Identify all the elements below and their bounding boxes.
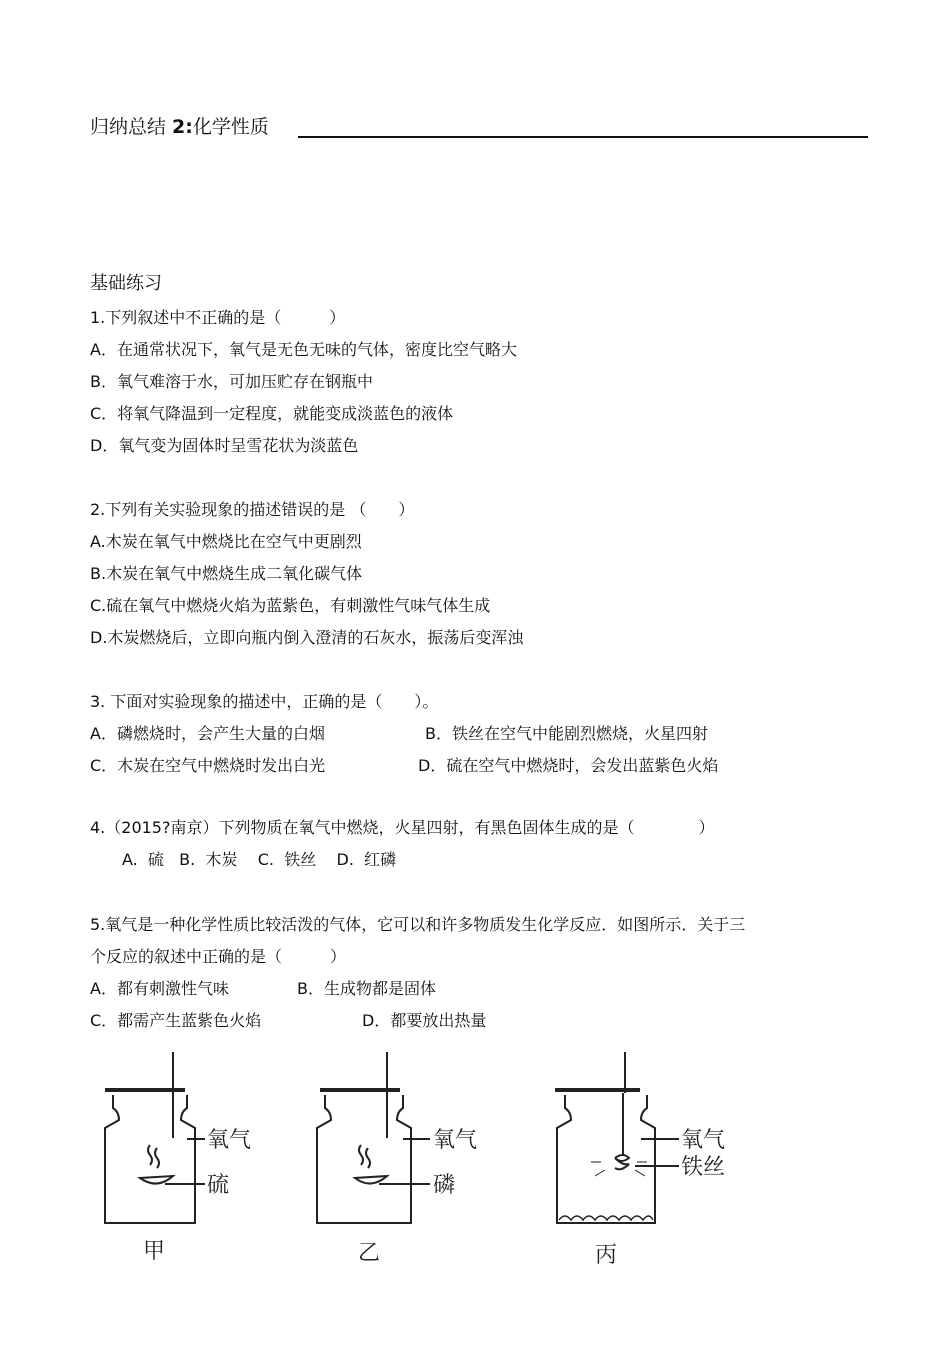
q1-option-a: A．在通常状况下，氧气是无色无味的气体，密度比空气略大	[90, 340, 517, 359]
jar2-caption: 乙	[358, 1241, 381, 1266]
jar-sulfur	[105, 1052, 205, 1223]
jar1-caption: 甲	[143, 1239, 166, 1264]
jar1-substance-label: 硫	[207, 1173, 230, 1198]
q1-option-c: C．将氧气降温到一定程度，就能变成淡蓝色的液体	[90, 404, 454, 423]
title-number: 2:	[172, 116, 193, 138]
title-prefix: 归纳总结	[90, 116, 173, 138]
jar3-substance-label: 铁丝	[681, 1155, 726, 1180]
q2-option-a: A.木炭在氧气中燃烧比在空气中更剧烈	[90, 532, 362, 551]
jar2-substance-label: 磷	[433, 1173, 456, 1198]
jar3-gas-label: 氧气	[681, 1128, 726, 1153]
q4-options: A. 硫 B. 木炭 C. 铁丝 D. 红磷	[122, 850, 397, 869]
q2-option-c: C.硫在氧气中燃烧火焰为蓝紫色，有刺激性气味气体生成	[90, 596, 491, 615]
q3-option-c: C．木炭在空气中燃烧时发出白光	[90, 756, 326, 775]
summary-title	[90, 114, 269, 140]
jar1-gas-label: 氧气	[207, 1128, 252, 1153]
answer-blank-line[interactable]	[298, 136, 868, 138]
q5-stem-line2: 个反应的叙述中正确的是（ ）	[90, 947, 347, 966]
q5-option-d: D．都要放出热量	[362, 1011, 487, 1030]
q3-stem: 3. 下面对实验现象的描述中，正确的是（ ）。	[90, 692, 439, 711]
section-title: 基础练习	[90, 273, 162, 294]
q5-stem-line1: 5.氧气是一种化学性质比较活泼的气体，它可以和许多物质发生化学反应．如图所示．关于三	[90, 915, 746, 934]
q5-option-a: A．都有刺激性气味	[90, 979, 229, 998]
jar-iron	[555, 1052, 679, 1223]
q3-option-a: A．磷燃烧时，会产生大量的白烟	[90, 724, 325, 743]
q5-option-c: C．都需产生蓝紫色火焰	[90, 1011, 262, 1030]
oxygen-reaction-figure	[95, 1048, 775, 1278]
q1-stem: 1.下列叙述中不正确的是（ ）	[90, 308, 346, 327]
q2-option-b: B.木炭在氧气中燃烧生成二氧化碳气体	[90, 564, 363, 583]
q5-option-b: B．生成物都是固体	[297, 979, 436, 998]
title-suffix: 化学性质	[192, 116, 269, 138]
q1-option-d: D．氧气变为固体时呈雪花状为淡蓝色	[90, 436, 359, 455]
jar3-caption: 丙	[595, 1243, 618, 1268]
q2-option-d: D.木炭燃烧后，立即向瓶内倒入澄清的石灰水，振荡后变浑浊	[90, 628, 524, 647]
q3-option-b: B．铁丝在空气中能剧烈燃烧，火星四射	[425, 724, 708, 743]
jar2-gas-label: 氧气	[433, 1128, 478, 1153]
jar-phosphorus	[317, 1052, 430, 1223]
q2-stem: 2.下列有关实验现象的描述错误的是 （ ）	[90, 500, 415, 519]
q1-option-b: B．氧气难溶于水，可加压贮存在钢瓶中	[90, 372, 373, 391]
q4-stem: 4.（2015?南京）下列物质在氧气中燃烧，火星四射，有黑色固体生成的是（ ）	[90, 818, 715, 837]
q3-option-d: D．硫在空气中燃烧时，会发出蓝紫色火焰	[418, 756, 719, 775]
